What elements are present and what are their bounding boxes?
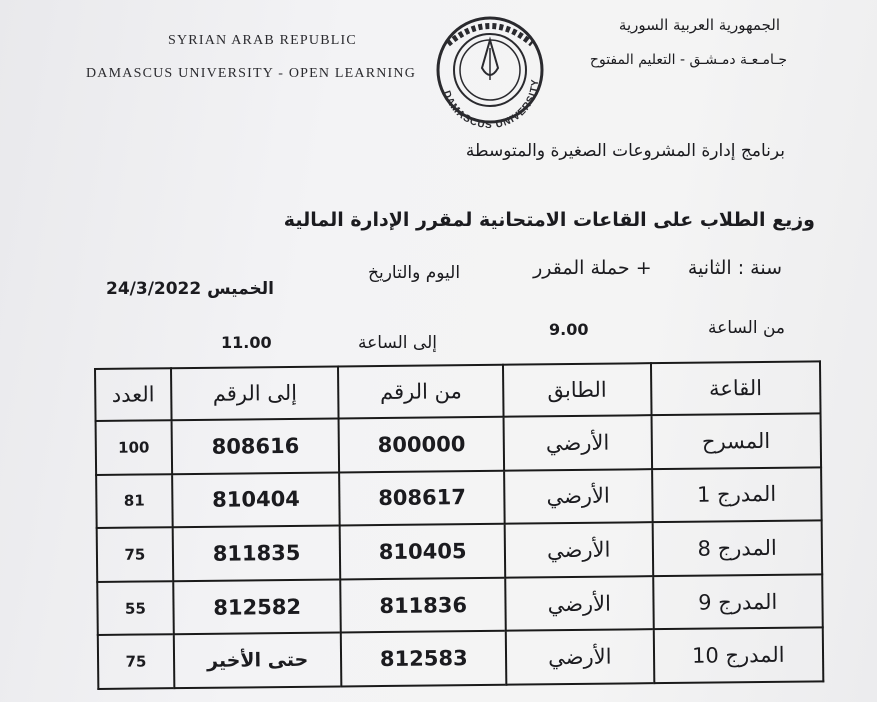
year-row bbox=[533, 257, 782, 279]
cell-count: 81 bbox=[96, 474, 172, 528]
distribution-table bbox=[94, 360, 824, 690]
cell-from-number: 812583 bbox=[341, 631, 506, 686]
cell-to-number: 812582 bbox=[173, 579, 341, 634]
cell-count: 55 bbox=[97, 581, 173, 635]
cell-hall: المدرج 9 bbox=[653, 574, 823, 629]
header-floor: الطابق bbox=[503, 363, 651, 417]
cell-floor: الأرضي bbox=[504, 415, 652, 470]
cell-count: 100 bbox=[96, 420, 172, 474]
table-row bbox=[98, 628, 824, 689]
program-name: برنامج إدارة المشروعات الصغيرة والمتوسطة bbox=[465, 141, 785, 161]
cell-floor: الأرضي bbox=[505, 576, 653, 631]
cell-count: 75 bbox=[98, 635, 174, 689]
header-en-country: SYRIAN ARAB REPUBLIC bbox=[168, 33, 357, 48]
cell-hall: المدرج 8 bbox=[652, 521, 822, 576]
header-ar-university: جـامـعـة دمـشـق - التعليم المفتوح bbox=[589, 52, 787, 68]
document-title: وزيع الطلاب على القاعات الامتحانية لمقرر الإدارة المالية bbox=[283, 209, 815, 231]
cell-to-number: 811835 bbox=[173, 526, 341, 581]
cell-floor: الأرضي bbox=[506, 630, 654, 685]
header-hall: القاعة bbox=[651, 361, 821, 415]
cell-hall: المدرج 1 bbox=[652, 467, 822, 522]
cell-from-number: 810405 bbox=[340, 524, 505, 579]
cell-to-number: حتى الأخير bbox=[174, 633, 342, 688]
cell-to-number: 808616 bbox=[171, 418, 339, 473]
day-date-label: اليوم والتاريخ bbox=[368, 263, 461, 283]
university-seal-logo bbox=[420, 10, 560, 135]
table-row bbox=[97, 521, 823, 582]
cell-from-number: 811836 bbox=[341, 577, 506, 632]
svg-text:DAMASCUS UNIVERSITY bbox=[440, 78, 541, 131]
table-header-row bbox=[95, 361, 821, 421]
cell-hall: المسرح bbox=[651, 413, 821, 468]
table-row bbox=[97, 574, 823, 635]
day-date-value: الخميس 24/3/2022 bbox=[106, 279, 274, 299]
header-to-number: إلى الرقم bbox=[171, 366, 339, 420]
from-time-value: 9.00 bbox=[549, 320, 589, 339]
cell-floor: الأرضي bbox=[505, 522, 653, 577]
to-time-label: إلى الساعة bbox=[358, 333, 437, 353]
cell-count: 75 bbox=[97, 527, 173, 581]
seal-text: DAMASCUS UNIVERSITY bbox=[440, 78, 542, 132]
table-row bbox=[96, 413, 822, 474]
to-time-value: 11.00 bbox=[221, 333, 272, 352]
cell-hall: المدرج 10 bbox=[653, 628, 823, 683]
header-count: العدد bbox=[95, 368, 171, 421]
header-en-university: DAMASCUS UNIVERSITY - OPEN LEARNING bbox=[86, 66, 417, 81]
header-from-number: من الرقم bbox=[338, 365, 503, 419]
cell-to-number: 810404 bbox=[172, 472, 340, 527]
year-label: سنة : الثانية bbox=[687, 257, 782, 279]
cell-from-number: 800000 bbox=[339, 417, 504, 472]
distribution-table-wrapper bbox=[94, 360, 824, 690]
from-time-label: من الساعة bbox=[708, 318, 785, 338]
carriers-label: + حملة المقرر bbox=[533, 257, 652, 279]
cell-floor: الأرضي bbox=[504, 469, 652, 524]
cell-from-number: 808617 bbox=[340, 470, 505, 525]
table-row bbox=[96, 467, 822, 528]
header-ar-country: الجمهورية العربية السورية bbox=[618, 16, 780, 34]
